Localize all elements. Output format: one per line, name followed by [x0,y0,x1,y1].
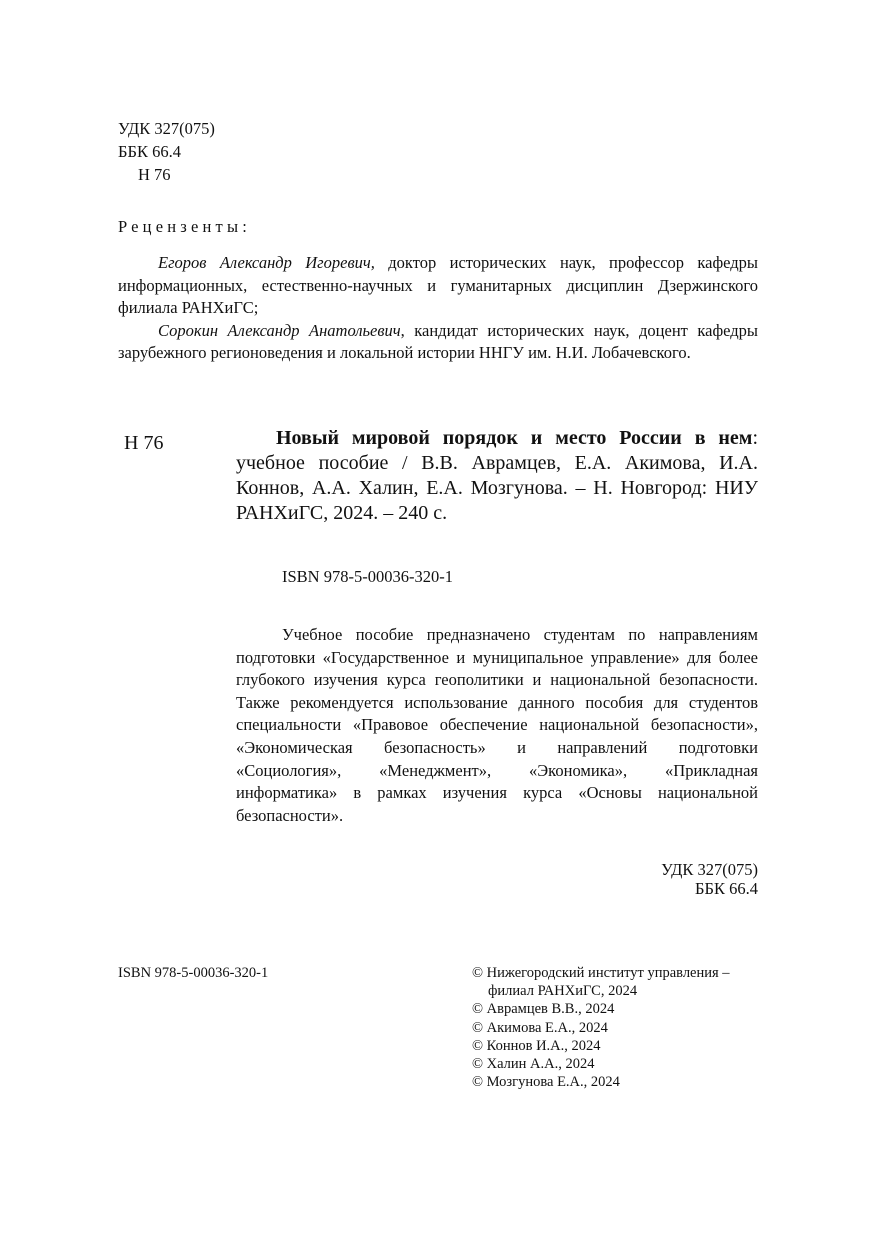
reviewer-name: Сорокин Александр Анатольевич [158,320,401,340]
bbk-code: ББК 66.4 [118,142,181,161]
book-details: : учебное пособие / В.В. Аврамцев, Е.А. Акимова, И.А. Коннов, А.А. Халин, Е.А. Мозгунова. – Н. Новгород: НИУ РАНХиГС, 2024. – 240 с. [236,427,758,524]
footer-isbn: ISBN 978-5-00036-320-1 [118,965,269,981]
annotation-text: Учебное пособие предназначено студентам по направлениям подготовки «Государственное и муниципальное управление» для более глубокого изучения курса геополитики и национальной безопасности. Также рекомендуется использование данного пособия для студентов специальности «Правовое обеспечение национальной безопасности», «Экономическая безопасность» и направлений подготовки «Социология», «Менеджмент», «Экономика», «Прикладная информатика» в рамках изучения курса «Основы национальной безопасности». [236,625,758,825]
bbk-code-repeat: ББК 66.4 [695,879,758,898]
bibliographic-record [236,426,758,526]
book-title: Новый мировой порядок и место России в нем [276,427,753,449]
classification-block [118,117,215,186]
reviewer-description: , кандидат исторических наук, доцент кафедры зарубежного регионоведения и локальной истории ННГУ им. Н.И. Лобачевского. [118,320,758,362]
copyright-line: © Халин А.А., 2024 [472,1056,595,1073]
reviewers-list [118,252,758,365]
classification-repeat [661,860,758,898]
annotation [236,624,758,827]
reviewers-heading: Рецензенты: [118,217,252,236]
reviewer-description: доктор исторических наук, профессор кафедры информационных, естественно-научных и гуманитарных дисциплин Дзержинского филиала РАНХиГС; [118,253,758,317]
reviewer-entry [118,252,758,320]
copyright-line: филиал РАНХиГС, 2024 [488,983,638,1000]
copyright-line: © Акимова Е.А., 2024 [472,1019,608,1036]
copyright-line: © Мозгунова Е.А., 2024 [472,1074,620,1091]
author-code: Н 76 [138,165,171,184]
udk-code-repeat: УДК 327(075) [661,860,758,879]
copyright-line: © Нижегородский институт управления – [472,965,730,981]
reviewer-entry [118,320,758,365]
reviewer-name: Егоров Александр Игоревич, [158,253,375,272]
copyright-line: © Аврамцев В.В., 2024 [472,1001,615,1018]
isbn: ISBN 978-5-00036-320-1 [282,567,453,586]
shelf-code: Н 76 [124,432,164,454]
udk-code: УДК 327(075) [118,119,215,138]
copyright-list [472,964,772,1091]
copyright-line: © Коннов И.А., 2024 [472,1037,601,1054]
